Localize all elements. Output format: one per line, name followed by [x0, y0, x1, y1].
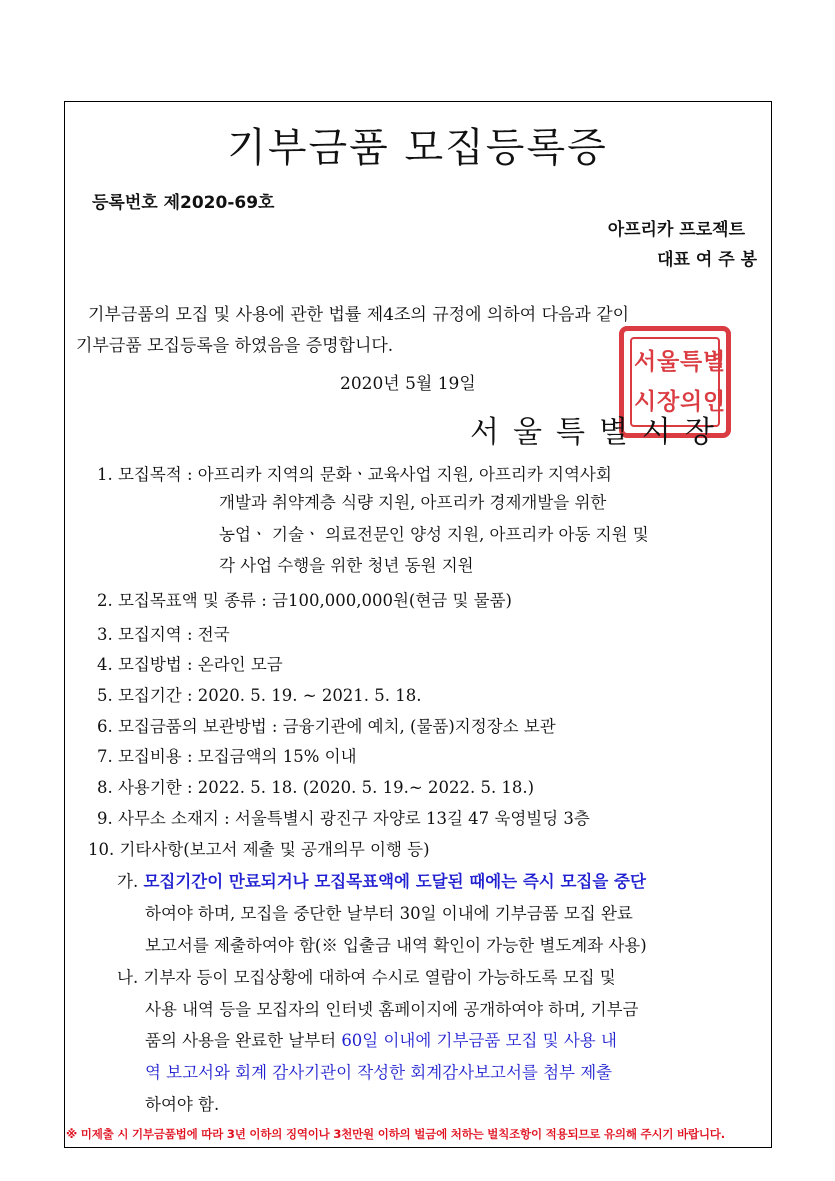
item-4: 4. 모집방법 : 온라인 모금	[97, 655, 283, 674]
item-6: 6. 모집금품의 보관방법 : 금융기관에 예치, (물품)지정장소 보관	[97, 717, 556, 736]
item-10-na-line-1: 나. 기부자 등이 모집상황에 대하여 수시로 열람이 가능하도록 모집 및	[117, 968, 616, 987]
item-1-line-2: 개발과 취약계층 식량 지원, 아프리카 경제개발을 위한	[219, 493, 607, 512]
intro-text-line-1: 기부금품의 모집 및 사용에 관한 법률 제4조의 규정에 의하여 다음과 같이	[88, 305, 630, 325]
item-10-ga-line-2: 하여야 하며, 모집을 중단한 날부터 30일 이내에 기부금품 모집 완료	[145, 904, 633, 923]
item-7: 7. 모집비용 : 모집금액의 15% 이내	[97, 747, 357, 766]
item-10-na-line-3-blue: 60일 이내에 기부금품 모집 및 사용 내	[341, 1031, 617, 1050]
item-10-ga-line-3: 보고서를 제출하여야 함(※ 입출금 내역 확인이 가능한 별도계좌 사용)	[145, 936, 647, 955]
issue-date: 2020년 5월 19일	[340, 374, 476, 394]
item-1-line-4: 각 사업 수행을 위한 청년 동원 지원	[219, 556, 474, 575]
item-10-na-line-4: 역 보고서와 회계 감사기관이 작성한 회계감사보고서를 첨부 제출	[145, 1063, 613, 1082]
item-10-na-line-2: 사용 내역 등을 모집자의 인터넷 홈페이지에 공개하여야 하며, 기부금	[145, 1000, 639, 1019]
registration-number: 등록번호 제2020-69호	[92, 193, 275, 213]
item-10-na-line-3-plain: 품의 사용을 완료한 날부터	[145, 1031, 342, 1050]
item-8: 8. 사용기한 : 2022. 5. 18. (2020. 5. 19.~ 2022. 5. 18.)	[97, 778, 535, 797]
item-2: 2. 모집목표액 및 종류 : 금100,000,000원(현금 및 물품)	[97, 591, 512, 610]
representative-name: 대표 여 주 봉	[657, 250, 757, 270]
intro-text-line-2: 기부금품 모집등록을 하였음을 증명합니다.	[76, 336, 394, 356]
item-10-ga-prefix: 가.	[117, 872, 144, 891]
item-10: 10. 기타사항(보고서 제출 및 공개의무 이행 등)	[88, 840, 430, 859]
item-9: 9. 사무소 소재지 : 서울특별시 광진구 자양로 13길 47 욱영빌딩 3층	[97, 809, 590, 828]
item-10-na-line-3	[145, 1027, 617, 1051]
organization-name: 아프리카 프로젝트	[607, 220, 745, 240]
official-seal: 서 울 특 별 시 장 의 인	[619, 326, 731, 438]
document-title: 기부금품 모집등록증	[227, 125, 608, 171]
item-10-na-line-5: 하여야 함.	[145, 1095, 220, 1114]
item-3: 3. 모집지역 : 전국	[97, 625, 230, 644]
item-1-line-1: 1. 모집목적 : 아프리카 지역의 문화ㆍ교육사업 지원, 아프리카 지역사회	[97, 465, 612, 484]
item-10-ga-line-1	[117, 868, 646, 892]
item-5: 5. 모집기간 : 2020. 5. 19. ~ 2021. 5. 18.	[97, 686, 422, 705]
item-1-line-3: 농업ㆍ 기술ㆍ 의료전문인 양성 지원, 아프리카 아동 지원 및	[219, 525, 649, 544]
penalty-warning: ※ 미제출 시 기부금품법에 따라 3년 이하의 징역이나 3천만원 이하의 벌금에 처하는 벌칙조항이 적용되므로 유의해 주시기 바랍니다.	[66, 1127, 725, 1141]
issuer-name: 서울특별시장	[470, 415, 728, 450]
item-10-ga-emphasis: 모집기간이 만료되거나 모집목표액에 도달된 때에는 즉시 모집을 중단	[143, 872, 646, 891]
